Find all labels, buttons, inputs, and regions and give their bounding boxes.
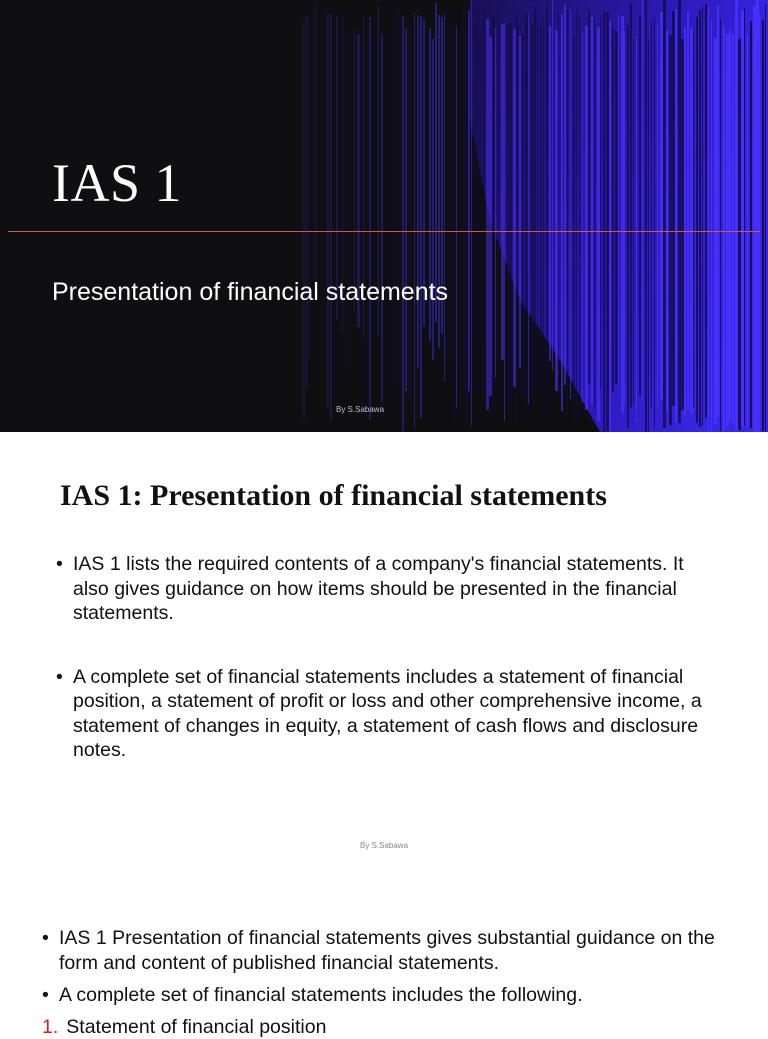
title-divider — [8, 231, 760, 232]
item-number: 1. — [42, 1016, 59, 1038]
list-item — [42, 983, 742, 1008]
bullet-icon: • — [56, 553, 63, 575]
slide-title: IAS 1 — [52, 153, 183, 213]
slide-credit: By S.Sabawa — [359, 841, 409, 850]
slide-subtitle: Presentation of financial statements — [52, 278, 449, 306]
content-slide — [0, 432, 768, 892]
bullet-text: IAS 1 Presentation of financial statements gives substantial guidance on the form and content of published financial statements. — [59, 927, 715, 974]
bullet-icon: • — [42, 984, 49, 1006]
bullet-text: A complete set of financial statements includes a statement of financial position, a statement of profit or loss and other comprehensive income, a statement of changes in equity, a statement of cash flows and disclosure notes. — [73, 665, 702, 761]
slide-heading: IAS 1: Presentation of financial statements — [60, 479, 607, 512]
bullet-icon: • — [42, 927, 49, 949]
list-item — [56, 552, 721, 626]
list-item — [56, 665, 721, 763]
title-slide — [0, 0, 768, 432]
bullet-text: A complete set of financial statements includes the following. — [59, 984, 583, 1006]
bullet-list — [56, 552, 721, 763]
bullet-text: IAS 1 lists the required contents of a company's financial statements. It also gives guidance on how items should be presented in the financial statements. — [73, 553, 684, 624]
bullet-list — [42, 926, 742, 1008]
item-text: Statement of financial position — [66, 1016, 327, 1038]
bullet-icon: • — [56, 665, 63, 688]
numbered-item — [42, 1016, 326, 1039]
slide-credit: By S.Sabawa — [335, 405, 385, 414]
list-item — [42, 926, 742, 975]
stripe-background — [0, 0, 768, 432]
content-slide — [0, 892, 768, 1038]
